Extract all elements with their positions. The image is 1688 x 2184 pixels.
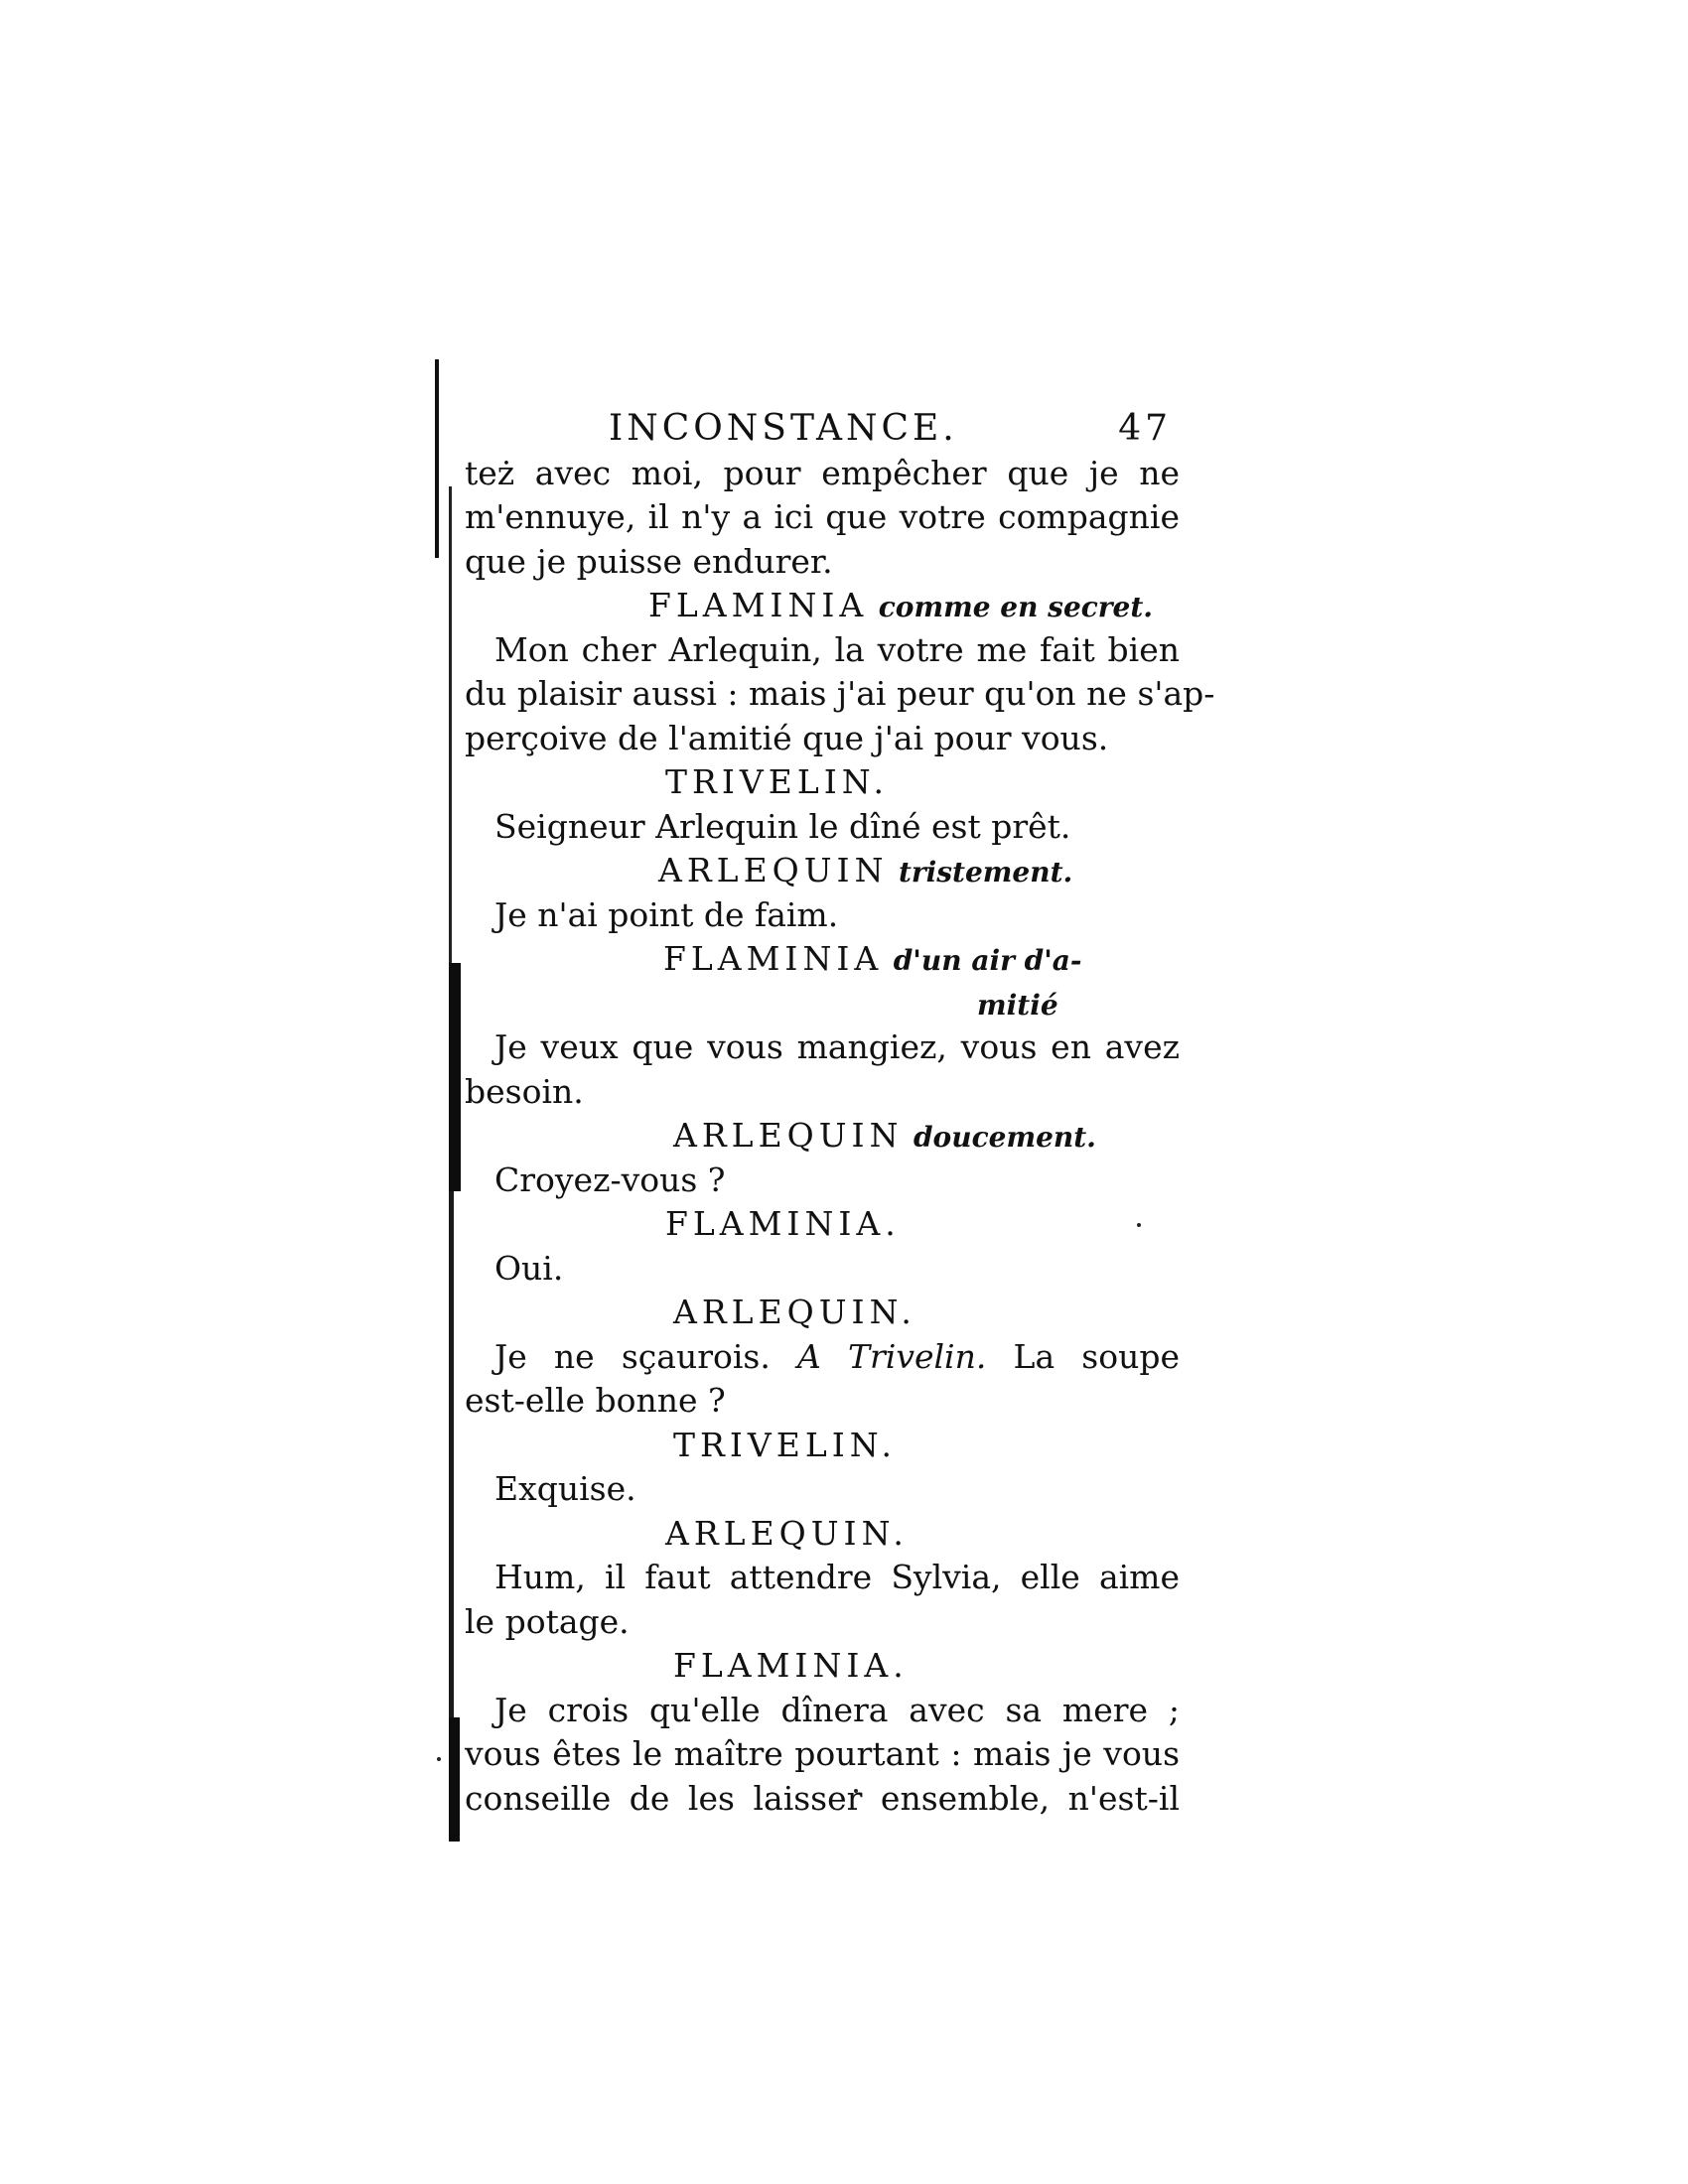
stage-direction: d'un air d'a-: [893, 944, 1082, 977]
ink-speck: [437, 1757, 441, 1761]
page-edge-shadow-dark: [449, 963, 461, 1191]
text-line: perçoive de l'amitié que j'ai pour vous.: [465, 718, 1109, 757]
speaker-heading: [465, 1291, 1180, 1335]
speaker-name: ARLEQUIN: [658, 851, 889, 889]
speaker-heading: [465, 1114, 1180, 1159]
text-segment: Je ne sçaurois.: [494, 1336, 797, 1376]
text-line: Je n'ai point de faim.: [494, 894, 839, 934]
speaker-name: FLAMINIA: [663, 939, 884, 978]
text-line: du plaisir aussi : mais j'ai peur qu'on ne s'ap-: [465, 674, 1215, 713]
speaker-heading: [465, 1644, 1180, 1689]
speaker-heading: [465, 1424, 1180, 1468]
text-line: Seigneur Arlequin le dîné est prêt.: [494, 806, 1071, 846]
text-line: Exquise.: [494, 1469, 636, 1508]
stage-direction: tristement.: [898, 856, 1073, 888]
text-line: m'ennuye, il n'y a ici que votre compagnie: [465, 497, 1180, 536]
page-edge-shadow-top: [435, 359, 439, 558]
text-line: vous êtes le maître pourtant : mais je vous: [465, 1734, 1180, 1773]
stage-direction-inline: A Trivelin.: [797, 1336, 987, 1376]
speaker-name: FLAMINIA.: [665, 1204, 901, 1243]
running-header: [465, 407, 1180, 452]
text-line: besoin.: [465, 1071, 584, 1111]
speaker-heading: [465, 1202, 1180, 1247]
page-edge-shadow-bottom: [449, 1717, 460, 1842]
text-line: [465, 1335, 1180, 1380]
text-line: le potage.: [465, 1601, 630, 1641]
speaker-name: ARLEQUIN.: [673, 1293, 916, 1331]
text-line: que je puisse endurer.: [465, 541, 833, 581]
speaker-name: ARLEQUIN: [673, 1116, 904, 1155]
page-number: 47: [1118, 408, 1172, 449]
speaker-heading: [465, 937, 1180, 982]
speaker-name: FLAMINIA: [648, 586, 869, 624]
text-line: conseille de les laisser ensemble, n'est-il: [465, 1778, 1180, 1818]
speaker-name: ARLEQUIN.: [665, 1513, 909, 1553]
stage-direction: doucement.: [913, 1121, 1096, 1154]
text-line: Croyez-vous ?: [494, 1160, 726, 1199]
speaker-name: FLAMINIA.: [673, 1646, 909, 1685]
speaker-heading: [465, 849, 1180, 893]
running-title: INCONSTANCE.: [609, 408, 958, 449]
text-line: Je veux que vous mangiez, vous en avez: [494, 1027, 1180, 1066]
speaker-heading: [465, 584, 1180, 628]
stage-direction-continued: [465, 982, 1180, 1026]
text-line: Oui.: [494, 1248, 564, 1288]
speaker-heading: [465, 1512, 1180, 1557]
page-text: [465, 407, 1215, 1821]
text-line: Je crois qu'elle dînera avec sa mere ;: [494, 1690, 1180, 1729]
text-segment: La soupe: [986, 1336, 1181, 1376]
speaker-name: TRIVELIN.: [665, 762, 890, 801]
text-line: też avec moi, pour empêcher que je ne: [465, 453, 1180, 492]
speaker-name: TRIVELIN.: [673, 1425, 898, 1464]
stage-direction: comme en secret.: [878, 591, 1154, 623]
text-line: est-elle bonne ?: [465, 1381, 726, 1420]
speaker-heading: [465, 760, 1180, 805]
text-line: Mon cher Arlequin, la votre me fait bien: [494, 629, 1180, 669]
stage-direction: mitié: [977, 988, 1058, 1022]
text-line: Hum, il faut attendre Sylvia, elle aime: [494, 1558, 1180, 1596]
